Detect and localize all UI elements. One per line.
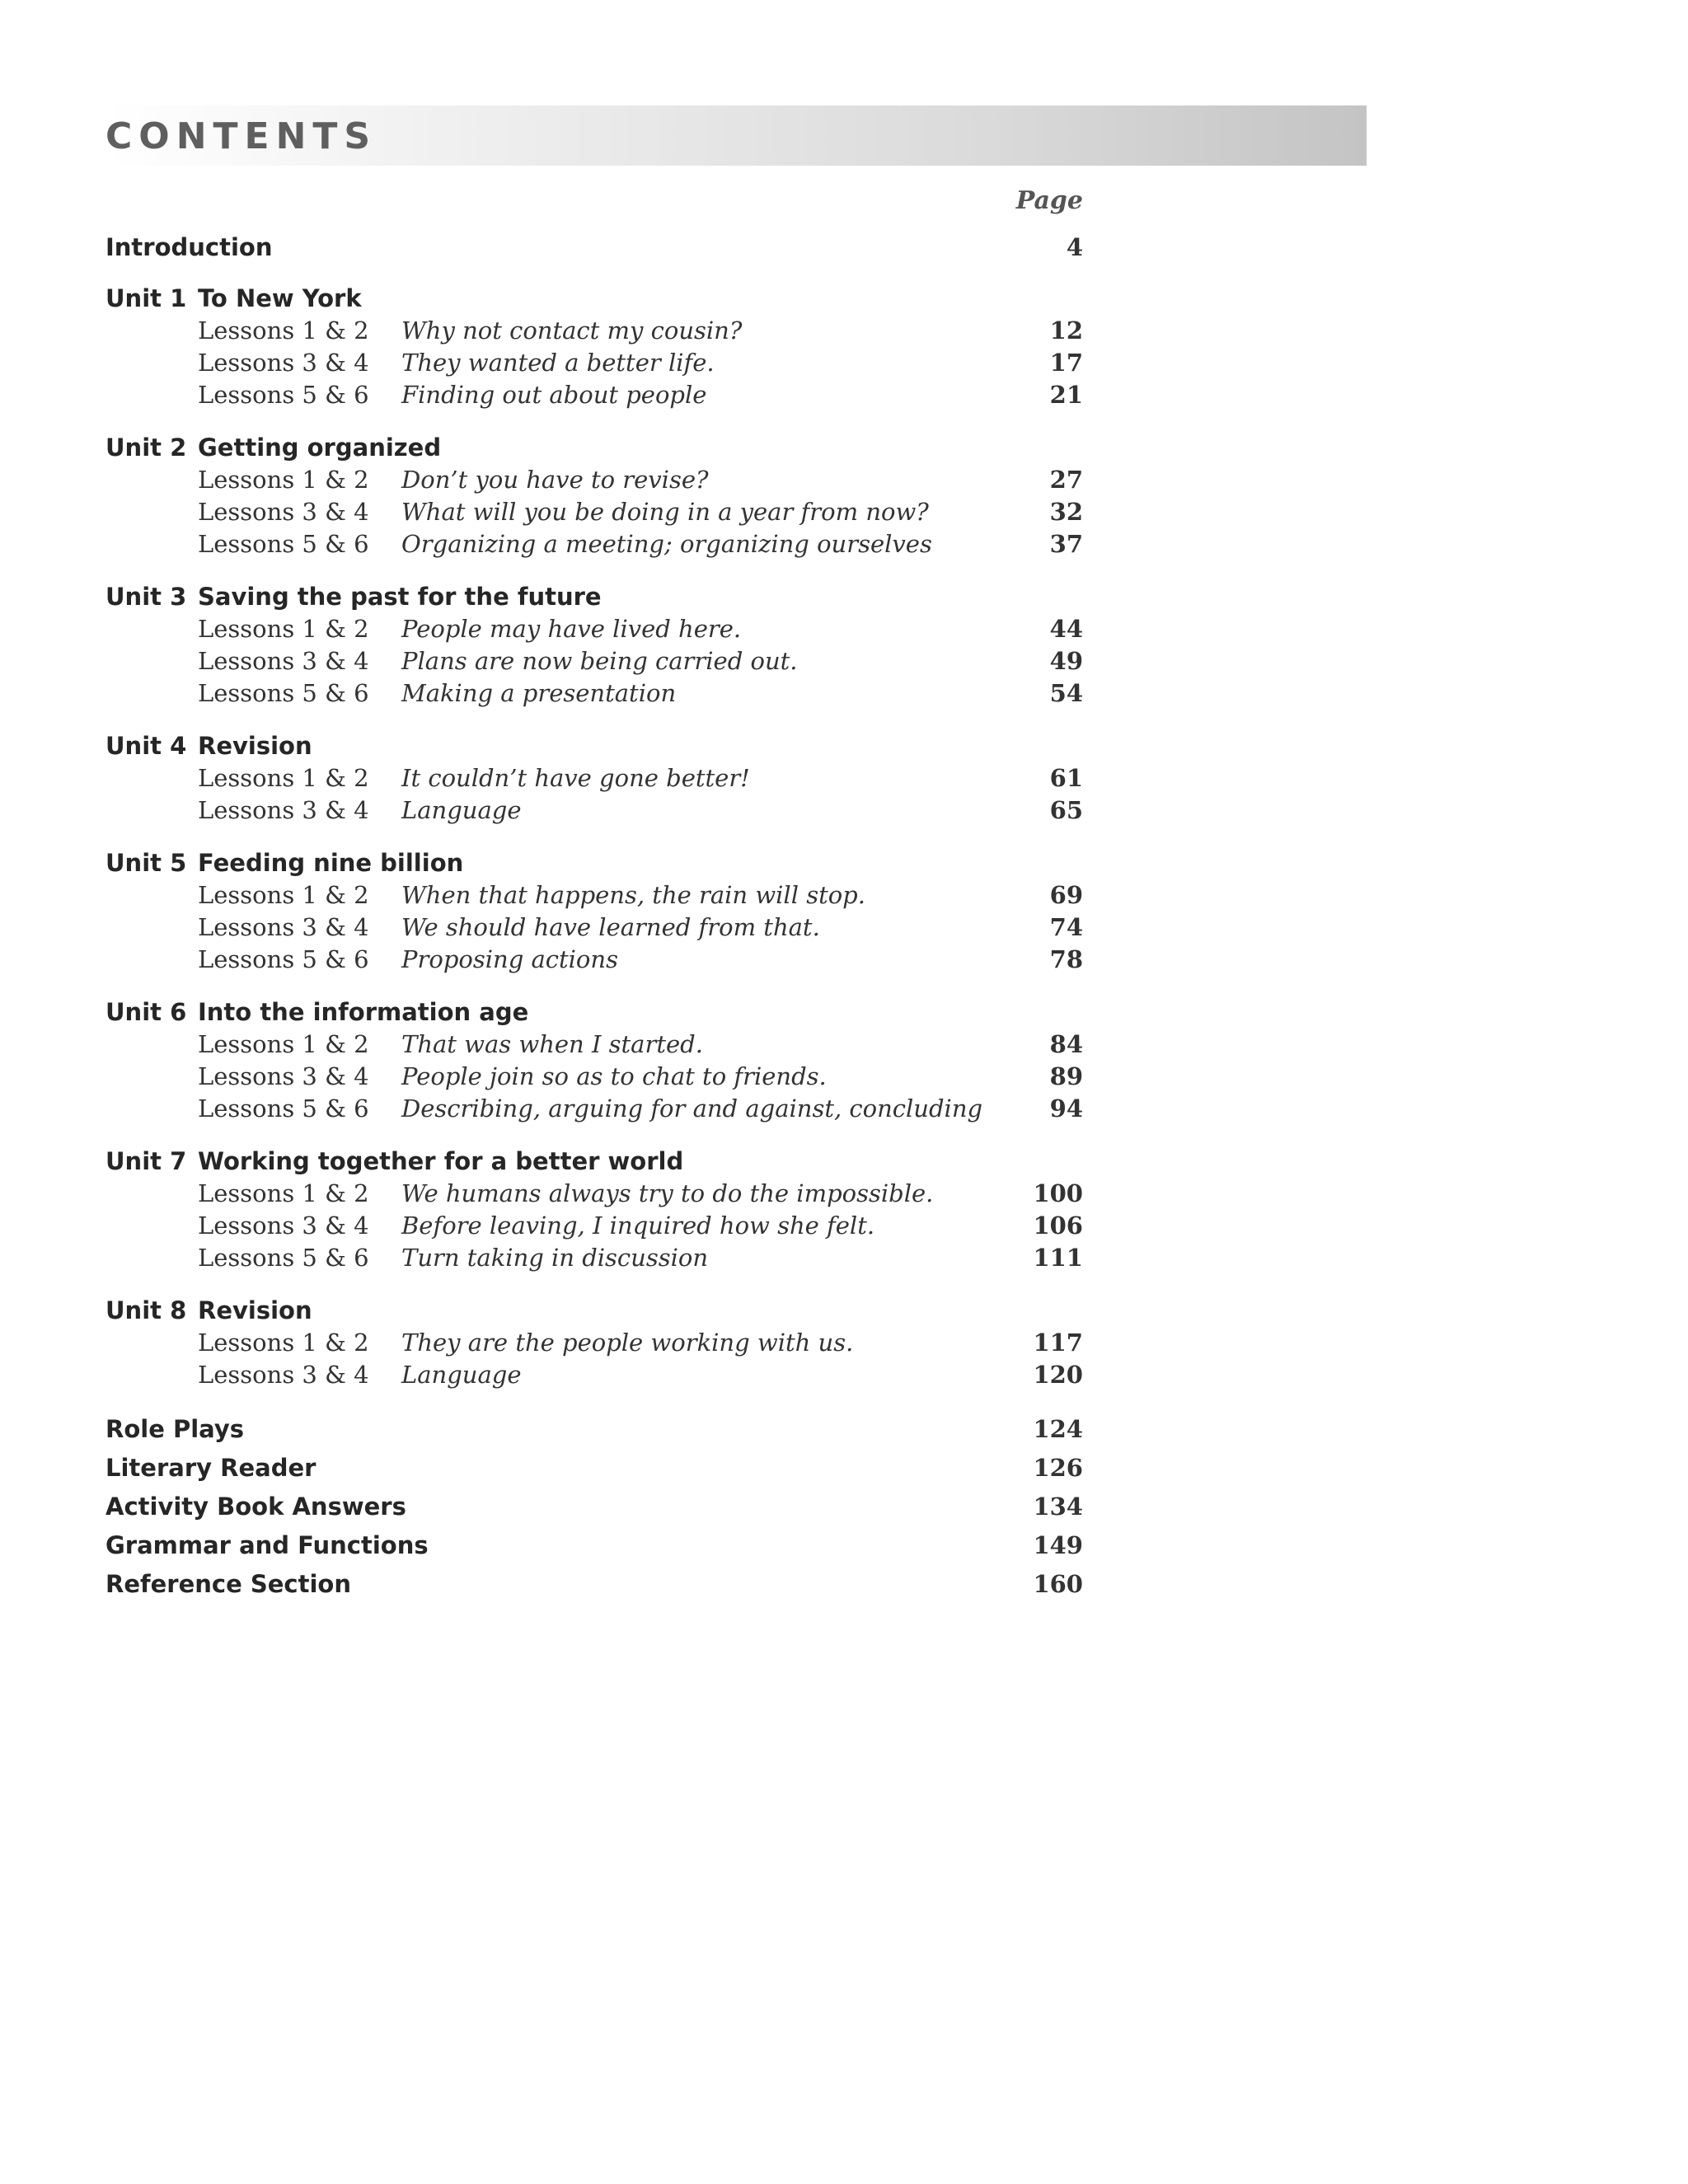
unit-label: Unit 3 [106,583,187,611]
lesson-range: Lessons 5 & 6 [198,1094,369,1122]
lesson-title: People may have lived here. [401,615,742,643]
page-number: 111 [1033,1244,1083,1272]
lesson-entry[interactable] [0,612,1154,645]
lesson-entry[interactable] [0,527,1154,560]
lesson-entry[interactable] [0,677,1154,710]
unit-heading[interactable] [0,1145,1154,1178]
lesson-range: Lessons 3 & 4 [198,349,369,377]
page-number: 61 [1049,764,1083,792]
unit-label: Unit 7 [106,1147,187,1175]
lesson-entry[interactable] [0,463,1154,496]
page-number: 160 [1033,1570,1083,1598]
lesson-title: Before leaving, I inquired how she felt. [401,1212,875,1240]
unit-heading[interactable] [0,1294,1154,1327]
unit-title: Feeding nine billion [198,849,464,877]
unit-label: Unit 5 [106,849,187,877]
section-title: Role Plays [106,1415,244,1443]
lesson-entry[interactable] [0,1060,1154,1093]
page-number: 106 [1033,1212,1083,1240]
lesson-title: We humans always try to do the impossible. [401,1179,934,1207]
unit-heading[interactable] [0,996,1154,1029]
lesson-entry[interactable] [0,1358,1154,1391]
lesson-range: Lessons 1 & 2 [198,466,369,494]
lesson-range: Lessons 3 & 4 [198,796,369,824]
lesson-range: Lessons 5 & 6 [198,530,369,558]
unit-heading[interactable] [0,729,1154,762]
unit-title: Revision [198,732,312,760]
toc-entry-activity-book-answers[interactable] [0,1490,1154,1523]
page-number: 84 [1049,1030,1083,1058]
lesson-entry[interactable] [0,794,1154,827]
unit-title: To New York [198,284,362,312]
toc-entry-reference-section[interactable] [0,1568,1154,1601]
lesson-range: Lessons 3 & 4 [198,1062,369,1090]
lesson-range: Lessons 5 & 6 [198,679,369,707]
lesson-range: Lessons 3 & 4 [198,1212,369,1240]
page-column-label: Page [1015,186,1083,215]
lesson-title: Finding out about people [401,381,707,409]
lesson-title: That was when I started. [401,1030,703,1058]
page-number: 44 [1049,615,1083,643]
page-number: 54 [1049,679,1083,707]
page-number: 65 [1049,796,1083,824]
toc-entry-introduction[interactable] [0,231,1154,264]
lesson-entry[interactable] [0,1326,1154,1359]
unit-label: Unit 8 [106,1296,187,1324]
lesson-title: Making a presentation [401,679,677,707]
lesson-title: It couldn’t have gone better! [401,764,750,792]
lesson-title: When that happens, the rain will stop. [401,881,865,909]
lesson-entry[interactable] [0,1177,1154,1210]
lesson-title: We should have learned from that. [401,913,820,941]
page-number: 94 [1049,1094,1083,1122]
lesson-title: They wanted a better life. [401,349,715,377]
unit-heading[interactable] [0,846,1154,879]
page-number: 134 [1033,1493,1083,1521]
unit-label: Unit 4 [106,732,187,760]
lesson-entry[interactable] [0,346,1154,379]
page-number: 21 [1049,381,1083,409]
unit-label: Unit 1 [106,284,187,312]
page-number: 4 [1066,233,1083,261]
lesson-range: Lessons 5 & 6 [198,1244,369,1272]
lesson-range: Lessons 1 & 2 [198,1329,369,1357]
lesson-title: What will you be doing in a year from now? [401,498,929,526]
unit-title: Getting organized [198,434,442,462]
lesson-title: Plans are now being carried out. [401,647,798,675]
lesson-title: Proposing actions [401,945,618,973]
section-title: Introduction [106,233,273,261]
toc-entry-role-plays[interactable] [0,1413,1154,1446]
lesson-range: Lessons 1 & 2 [198,1179,369,1207]
unit-label: Unit 6 [106,998,187,1026]
lesson-range: Lessons 1 & 2 [198,881,369,909]
lesson-entry[interactable] [0,879,1154,912]
lesson-range: Lessons 3 & 4 [198,498,369,526]
toc-entry-grammar-and-functions[interactable] [0,1529,1154,1562]
lesson-title: Organizing a meeting; organizing ourselves [401,530,932,558]
section-title: Literary Reader [106,1454,316,1482]
unit-label: Unit 2 [106,434,187,462]
lesson-entry[interactable] [0,1241,1154,1274]
page-number: 124 [1033,1415,1083,1443]
lesson-range: Lessons 3 & 4 [198,647,369,675]
lesson-entry[interactable] [0,378,1154,411]
unit-title: Working together for a better world [198,1147,684,1175]
page-number: 89 [1049,1062,1083,1090]
page-number: 12 [1049,316,1083,344]
page-number: 100 [1033,1179,1083,1207]
page-number: 17 [1049,349,1083,377]
lesson-range: Lessons 3 & 4 [198,1361,369,1389]
page-number: 49 [1049,647,1083,675]
lesson-entry[interactable] [0,1209,1154,1242]
lesson-title: Don’t you have to revise? [401,466,709,494]
page-number: 37 [1049,530,1083,558]
lesson-range: Lessons 1 & 2 [198,1030,369,1058]
lesson-range: Lessons 1 & 2 [198,764,369,792]
lesson-title: Turn taking in discussion [401,1244,709,1272]
page-number: 117 [1033,1329,1083,1357]
unit-heading[interactable] [0,431,1154,464]
unit-title: Revision [198,1296,312,1324]
page-number: 149 [1033,1531,1083,1559]
unit-heading[interactable] [0,580,1154,613]
unit-title: Saving the past for the future [198,583,602,611]
page-number: 78 [1049,945,1083,973]
lesson-entry[interactable] [0,314,1154,347]
lesson-entry[interactable] [0,911,1154,944]
lesson-title: Language [401,1361,522,1389]
unit-title: Into the information age [198,998,529,1026]
unit-heading[interactable] [0,282,1154,315]
lesson-entry[interactable] [0,495,1154,528]
page-number: 27 [1049,466,1083,494]
lesson-range: Lessons 5 & 6 [198,381,369,409]
toc-entry-literary-reader[interactable] [0,1451,1154,1484]
lesson-range: Lessons 3 & 4 [198,913,369,941]
page-number: 120 [1033,1361,1083,1389]
lesson-title: Why not contact my cousin? [401,316,743,344]
lesson-range: Lessons 5 & 6 [198,945,369,973]
lesson-range: Lessons 1 & 2 [198,615,369,643]
lesson-title: Language [401,796,522,824]
lesson-range: Lessons 1 & 2 [198,316,369,344]
page-number: 74 [1049,913,1083,941]
lesson-entry[interactable] [0,644,1154,677]
section-title: Grammar and Functions [106,1531,429,1559]
lesson-title: Describing, arguing for and against, concluding [401,1094,983,1122]
lesson-title: People join so as to chat to friends. [401,1062,827,1090]
page-number: 32 [1049,498,1083,526]
lesson-title: They are the people working with us. [401,1329,854,1357]
lesson-entry[interactable] [0,1092,1154,1125]
section-title: Activity Book Answers [106,1493,406,1521]
lesson-entry[interactable] [0,762,1154,794]
section-title: Reference Section [106,1570,351,1598]
page-number: 126 [1033,1454,1083,1482]
page-number: 69 [1049,881,1083,909]
lesson-entry[interactable] [0,1028,1154,1061]
page-title: CONTENTS [106,115,377,157]
lesson-entry[interactable] [0,943,1154,976]
